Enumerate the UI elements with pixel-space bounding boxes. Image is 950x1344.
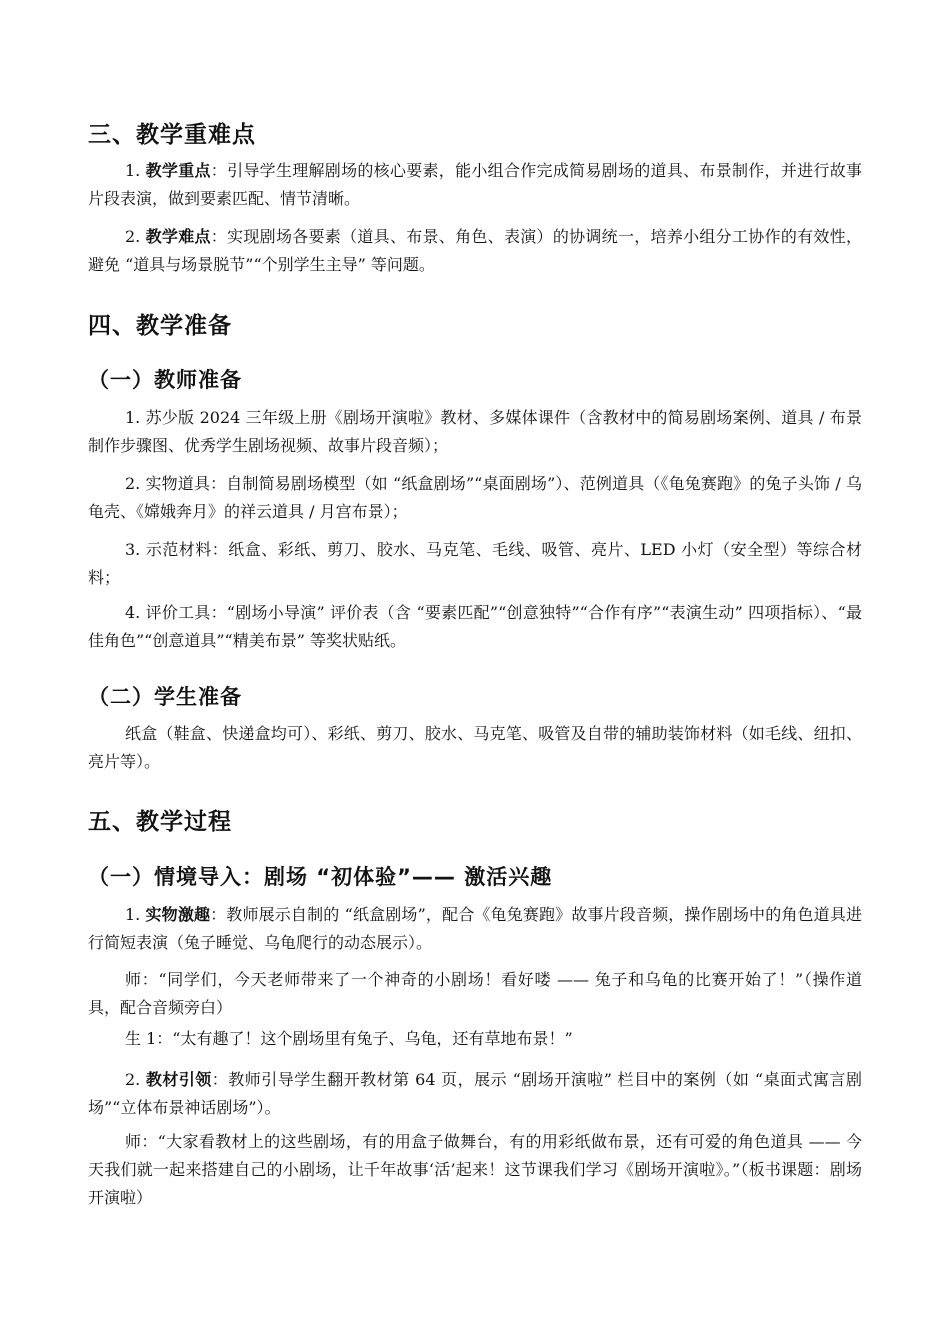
subheading-situation-intro: （一）情境导入：剧场 “初体验”—— 激活兴趣 — [88, 865, 553, 889]
item-number: 1. — [125, 905, 146, 924]
subheading-student-prep: （二）学生准备 — [88, 685, 242, 709]
paragraph-difficult-point — [88, 223, 862, 279]
paragraph-teacher-prep-2: 2. 实物道具：自制简易剧场模型（如 “纸盒剧场”“桌面剧场”）、范例道具（《龟兔赛跑》的兔子头饰 / 乌龟壳、《嫦娥奔月》的祥云道具 / 月宫布景）； — [88, 474, 862, 521]
paragraph-teacher-prep-1: 1. 苏少版 2024 三年级上册《剧场开演啦》教材、多媒体课件（含教材中的简易剧场案例、道具 / 布景制作步骤图、优秀学生剧场视频、故事片段音频）； — [88, 408, 862, 455]
item-label: 教学难点 — [145, 227, 211, 246]
item-number: 2. — [125, 227, 146, 246]
paragraph-object-interest — [88, 901, 862, 957]
item-label: 教学重点 — [145, 161, 211, 180]
item-label: 教材引领 — [145, 1070, 212, 1089]
item-number: 2. — [125, 1070, 146, 1089]
paragraph-teacher-prep-4: 4. 评价工具：“剧场小导演” 评价表（含 “要素匹配”“创意独特”“合作有序”“表演生动” 四项指标）、“最佳角色”“创意道具”“精美布景” 等奖状贴纸。 — [88, 603, 862, 650]
item-text: ：引导学生理解剧场的核心要素，能小组合作完成简易剧场的道具、布景制作，并进行故事片段表演，做到要素匹配、情节清晰。 — [88, 161, 862, 208]
item-text: ：教师引导学生翻开教材第 64 页，展示 “剧场开演啦” 栏目中的案例（如 “桌面式寓言剧场”“立体布景神话剧场”）。 — [88, 1070, 862, 1117]
section-heading-key-points: 三、教学重难点 — [88, 122, 256, 148]
paragraph-dialogue-teacher-2: 师：“大家看教材上的这些剧场，有的用盒子做舞台，有的用彩纸做布景，还有可爱的角色道具 —— 今天我们就一起来搭建自己的小剧场，让千年故事‘活’起来！这节课我们学习《剧场开演啦》。”（板书课题：剧场开演啦） — [88, 1132, 862, 1207]
paragraph-key-point — [88, 157, 862, 213]
paragraph-textbook-guide — [88, 1066, 862, 1122]
paragraph-dialogue-teacher-1: 师：“同学们，今天老师带来了一个神奇的小剧场！看好喽 —— 兔子和乌龟的比赛开始了！”（操作道具，配合音频旁白） — [88, 970, 862, 1017]
item-label: 实物激趣 — [145, 905, 211, 924]
paragraph-teacher-prep-3: 3. 示范材料：纸盒、彩纸、剪刀、胶水、马克笔、毛线、吸管、亮片、LED 小灯（安全型）等综合材料； — [88, 540, 862, 587]
item-text: ：教师展示自制的 “纸盒剧场”，配合《龟兔赛跑》故事片段音频，操作剧场中的角色道具进行简短表演（兔子睡觉、乌龟爬行的动态展示）。 — [88, 905, 862, 952]
section-heading-preparation: 四、教学准备 — [88, 313, 232, 339]
item-text: ：实现剧场各要素（道具、布景、角色、表演）的协调统一，培养小组分工协作的有效性，避免 “道具与场景脱节”“个别学生主导” 等问题。 — [88, 227, 862, 274]
subheading-teacher-prep: （一）教师准备 — [88, 368, 242, 392]
item-number: 1. — [125, 161, 146, 180]
paragraph-dialogue-student-1: 生 1：“太有趣了！这个剧场里有兔子、乌龟，还有草地布景！” — [125, 1029, 573, 1048]
paragraph-student-prep: 纸盒（鞋盒、快递盒均可）、彩纸、剪刀、胶水、马克笔、吸管及自带的辅助装饰材料（如毛线、纽扣、亮片等）。 — [88, 724, 862, 771]
section-heading-process: 五、教学过程 — [88, 809, 232, 835]
